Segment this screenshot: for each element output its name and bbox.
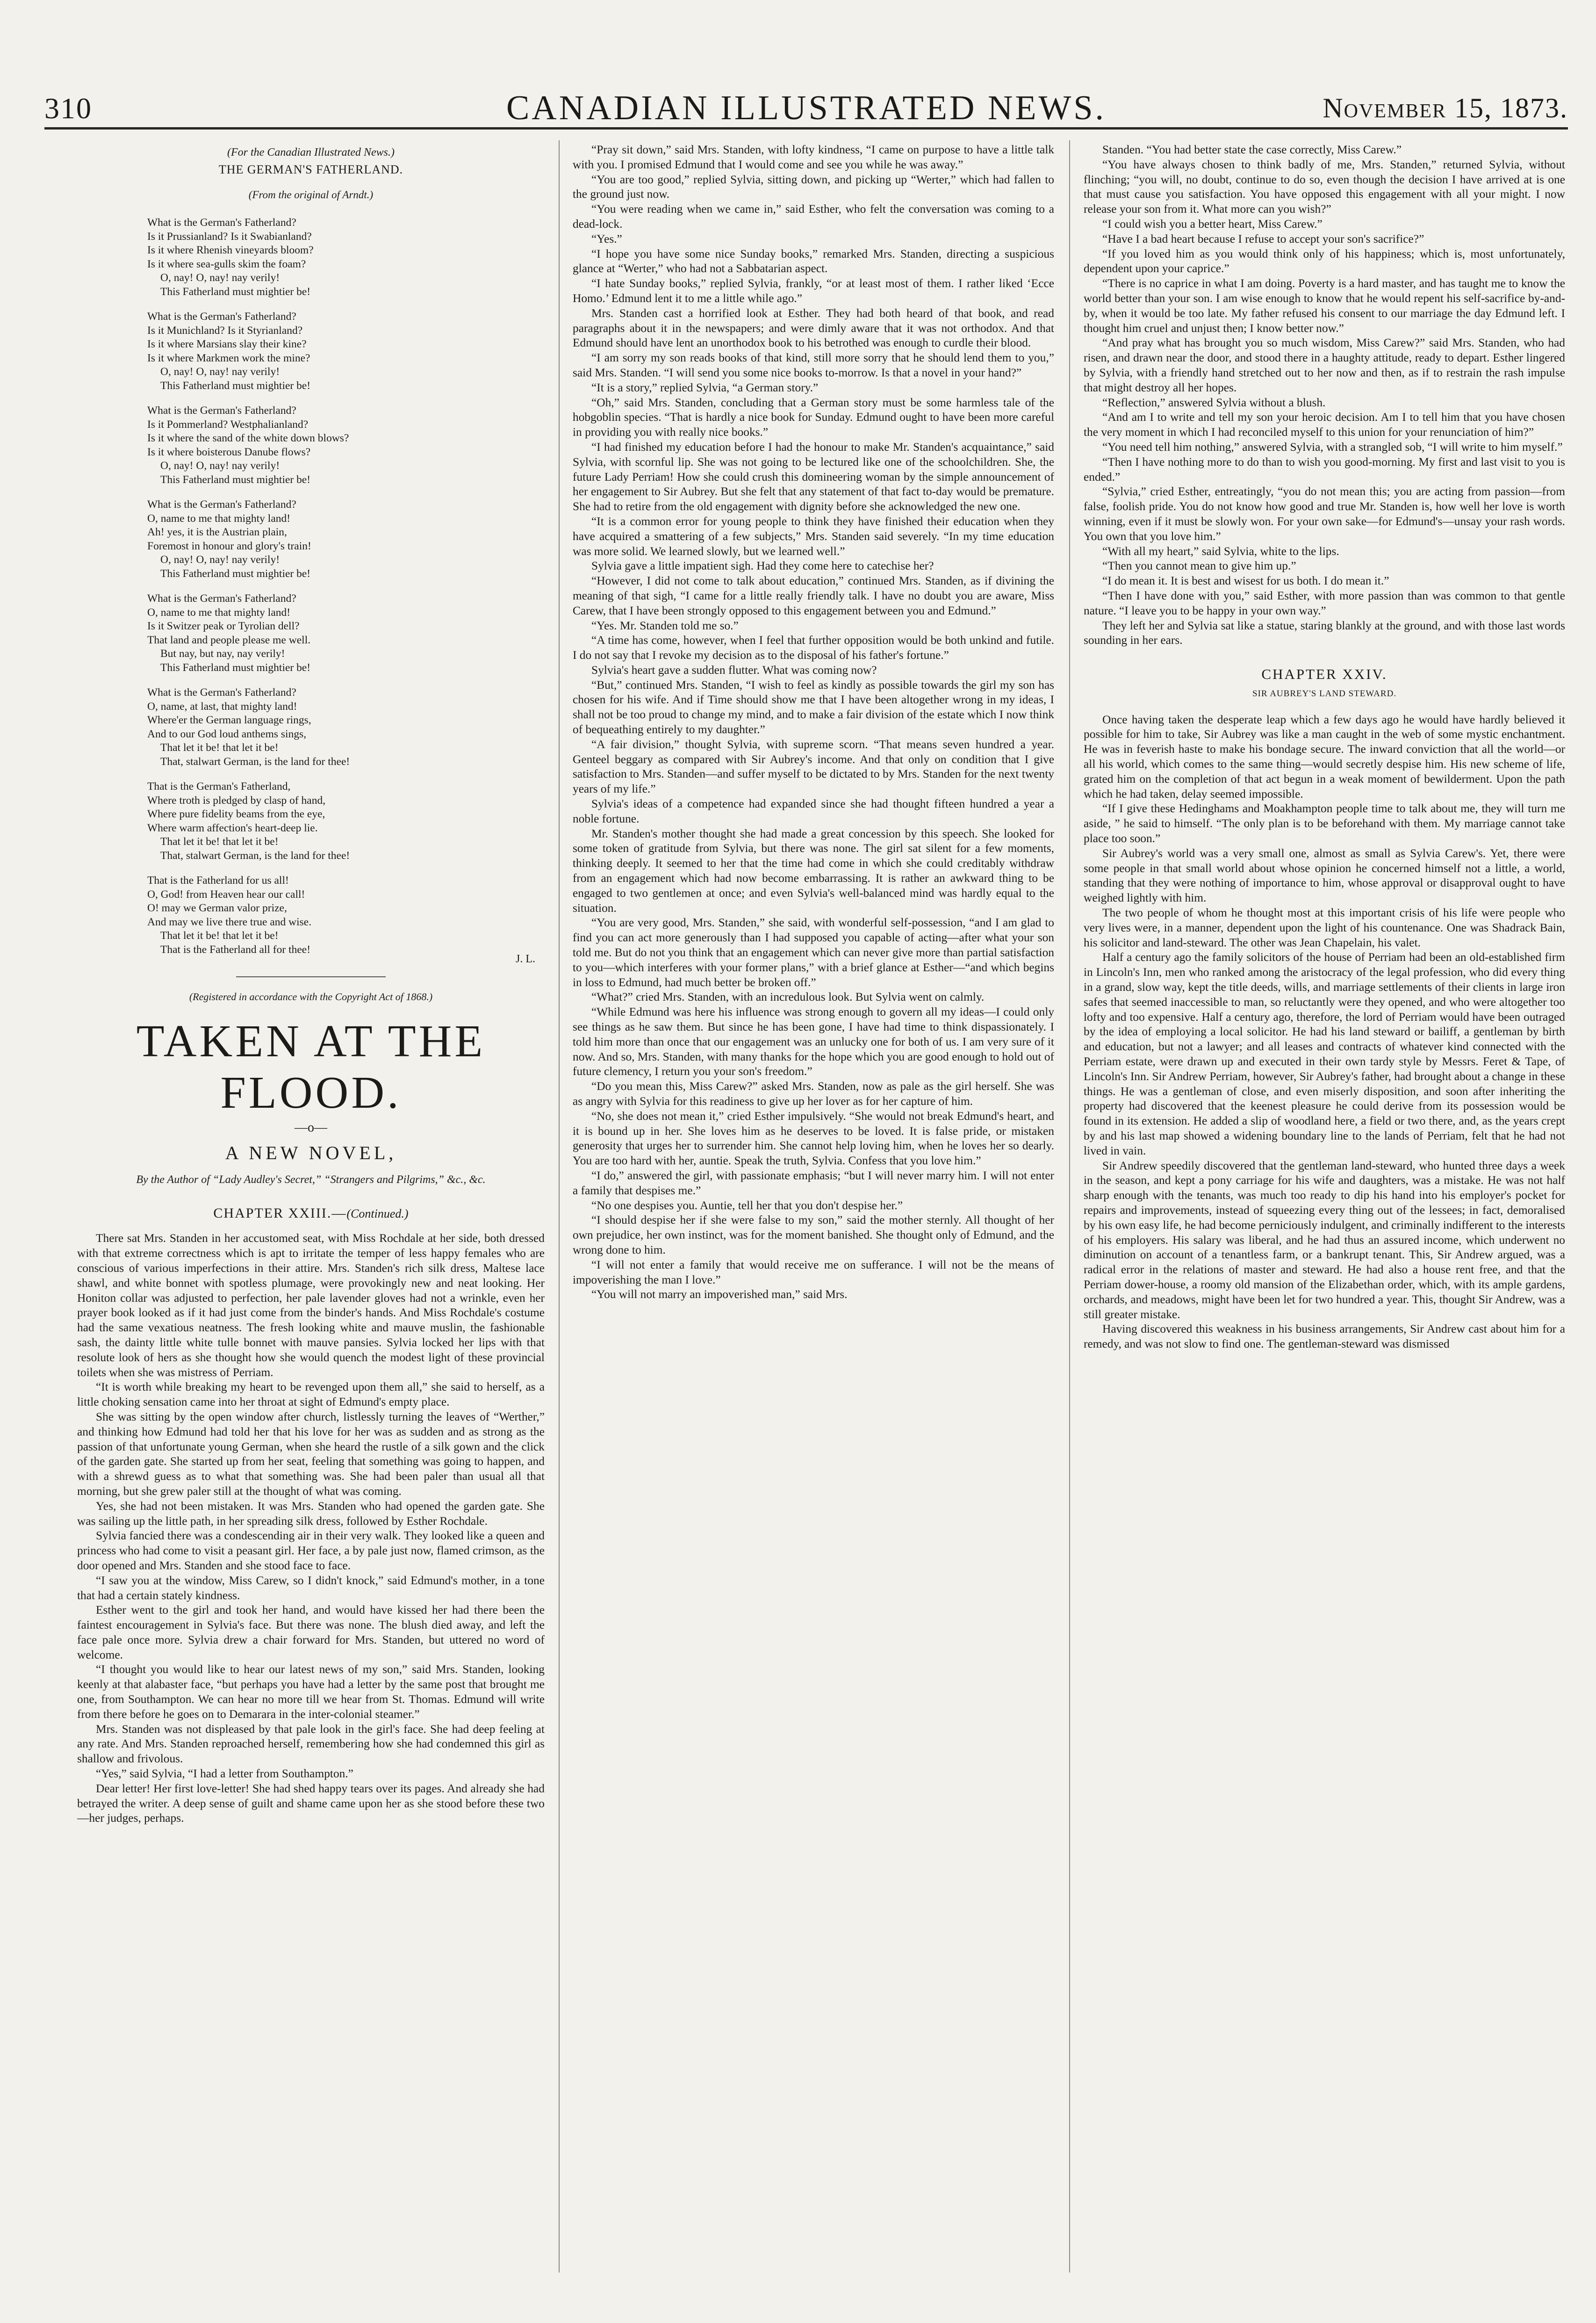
story-subtitle: A NEW NOVEL, [225, 1142, 397, 1163]
paragraph: “And am I to write and tell my son your heroic decision. Am I to tell him that you have chosen the very moment in which I had reconciled myself to this union for your renunciation of him?” [1084, 411, 1565, 439]
chapter-24-subtitle: SIR AUBREY'S LAND STEWARD. [1252, 688, 1397, 699]
story-byline: By the Author of “Lady Audley's Secret,” “Strangers and Pilgrims,” &c., &c. [136, 1173, 486, 1186]
paragraph: “You were reading when we came in,” said Esther, who felt the conversation was coming to a dead-lock. [573, 202, 1054, 231]
paragraph: Mrs. Standen was not displeased by that pale look in the girl's face. She had deep feeling at any rate. And Mrs. Standen reproached herself, remembering how she had condemned this girl as shallow and frivolous. [77, 1722, 545, 1766]
paragraph: “I do,” answered the girl, with passionate emphasis; “but I will never marry him. I will not enter a family that despises me.” [573, 1169, 1054, 1197]
paragraph: Sir Aubrey's world was a very small one, almost as small as Sylvia Carew's. Yet, there were some people in that small world about whose opinion he concerned himself not a little, a world, standing that they were nothing of importance to him, whose approval or disapproval ought to have weighed lightly with him. [1084, 846, 1565, 905]
poem-line: This Fatherland must mightier be! [160, 567, 311, 580]
poem-stanza [147, 686, 545, 769]
paragraph: Mrs. Standen cast a horrified look at Esther. They had both heard of that book, and read paragraphs about it in the newspapers; and were dimly aware that it was not orthodox. And that Edmund should have lent an unorthodox book to his betrothed was enough to curdle their blood. [573, 306, 1054, 350]
paragraph: Sylvia fancied there was a condescending air in their very walk. They looked like a queen and princess who had come to visit a peasant girl. Her face, a by pale just now, flamed crimson, as the door opened and Mrs. Standen and she stood face to face. [77, 1529, 545, 1572]
poem-stanza [147, 310, 545, 393]
paragraph: “While Edmund was here his influence was strong enough to govern all my ideas—I could only see things as he saw them. But since he has been gone, I have had time to think dispassionately. I told him more than once that our engagement was an unlucky one for both of us. I am very sure of it now. And so, Mrs. Standen, with many thanks for the hope which you are good enough to hold out of future clemency, I return you your son's freedom.” [573, 1005, 1054, 1078]
poem-line: Is it where the sand of the white down blows? [147, 432, 349, 445]
paragraph: “You will not marry an impoverished man,” said Mrs. [591, 1288, 848, 1301]
column-rule [559, 140, 560, 2272]
paragraph: Dear letter! Her first love-letter! She had shed happy tears over its pages. And already she had betrayed the writer. A deep sense of guilt and shame came upon her as she stood before these two—her judges, perhaps. [77, 1782, 545, 1825]
poem-line: O, nay! O, nay! nay verily! [160, 272, 280, 284]
column-rule [1069, 140, 1070, 2272]
poem-line: Where troth is pledged by clasp of hand, [147, 794, 326, 807]
poem-line: That let it be! that let it be! [160, 836, 279, 848]
column-1-text [77, 1231, 545, 1826]
poem-line: That, stalwart German, is the land for thee! [160, 755, 350, 768]
paragraph: “You are too good,” replied Sylvia, sitting down, and picking up “Werter,” which had fallen to the ground just now. [573, 173, 1054, 201]
poem-line: O, name to me that mighty land! [147, 512, 291, 525]
poem-stanza [147, 498, 545, 581]
paragraph: “I thought you would like to hear our latest news of my son,” said Mrs. Standen, looking keenly at that alabaster face, “but perhaps you have had a letter by the same post that brought me one, from Southampton. We can hear no more till we hear from St. Thomas. Edmund will write from there before he goes on to Demarara in the inter-colonial steamer.” [77, 1663, 545, 1721]
paragraph: “If you loved him as you would think only of his happiness; which is, most unfortunately, dependent upon your caprice.” [1084, 247, 1565, 275]
paragraph: Mr. Standen's mother thought she had made a great concession by this speech. She looked for some token of gratitude from Sylvia, but there was none. The girl sat silent for a few moments, thinking deeply. It seemed to her that the time had come in which she could creditably withdraw from an engagement which had now become embarrassing. It is rather an awkward thing to be engaged to two gentlemen at once; and even Sylvia's well-balanced mind was hardly equal to the situation. [573, 827, 1054, 915]
column-2-text [573, 143, 1054, 1302]
paragraph: “Have I a bad heart because I refuse to accept your son's sacrifice?” [1102, 232, 1424, 245]
poem-line: Foremost in honour and glory's train! [147, 540, 311, 552]
paragraph: Sylvia's ideas of a competence had expanded since she had thought fifteen hundred a year a noble fortune. [573, 797, 1054, 825]
poem-line: That let it be! that let it be! [160, 930, 279, 942]
poem-stanzas [77, 216, 545, 957]
paragraph: Having discovered this weakness in his business arrangements, Sir Andrew cast about him for a remedy, and was not slow to find one. The gentleman-steward was dismissed [1084, 1322, 1565, 1351]
paragraph: “Then I have nothing more to do than to wish you good-morning. My first and last visit to you is ended.” [1084, 455, 1565, 483]
paragraph: “Oh,” said Mrs. Standen, concluding that a German story must be some harmless tale of the hobgoblin species. “That is hardly a nice book for Sunday. Edmund ought to have been more careful in providing you with really nice books.” [573, 396, 1054, 439]
poem-line: This Fatherland must mightier be! [160, 473, 311, 486]
poem-note: (For the Canadian Illustrated News.) [227, 146, 395, 159]
poem-line: Where'er the German language rings, [147, 714, 311, 727]
paragraph: “I should despise her if she were false to my son,” said the mother sternly. All thought of her own prejudice, her own instinct, was for the moment banished. She thought only of Edmund, and the wrong done to him. [573, 1213, 1054, 1256]
paragraph: “I had finished my education before I had the honour to make Mr. Standen's acquaintance,” said Sylvia, with scornful lip. She was not going to be lectured like one of the schoolchildren. She, the future Lady Perriam! How she could crush this domineering woman by the simple announcement of her engagement to Sir Aubrey. But she felt that any statement of that fact to-day would be premature. She had to retire from the old engagement with dignity before she acknowledged the new one. [573, 440, 1054, 513]
paragraph: “If I give these Hedinghams and Moakhampton people time to talk about me, they will turn me aside, ” he said to himself. “The only plan is to be beforehand with them. My marriage cannot take place too soon.” [1084, 802, 1565, 845]
poem-line: Is it where boisterous Danube flows? [147, 446, 311, 458]
poem-line: What is the German's Fatherland? [147, 498, 296, 511]
paragraph: “I hope you have some nice Sunday books,” remarked Mrs. Standen, directing a suspicious glance at “Werter,” who had not a Sabbatarian aspect. [573, 247, 1054, 275]
poem-stanza [147, 874, 545, 957]
header-rule [44, 127, 1568, 130]
poem-line: O, nay! O, nay! nay verily! [160, 366, 280, 378]
paragraph: The two people of whom he thought most at this important crisis of his life were people who very lives were, in a manner, dependent upon the light of his countenance. One was Shadrack Bain, his solicitor and land-steward. The other was Jean Chapelain, his valet. [1084, 906, 1565, 949]
paragraph: “I will not enter a family that would receive me on sufferance. I will not be the means of impoverishing the man I love.” [573, 1258, 1054, 1286]
paragraph: “Then I have done with you,” said Esther, with more passion than was common to that gentle nature. “I leave you to be happy in your own way.” [1084, 589, 1565, 617]
paragraph: “It is a common error for young people to think they have finished their education when they have acquired a smattering of a few subjects,” Mrs. Standen said severely. “In my time education was more solid. We learned slowly, but we learned well.” [573, 514, 1054, 558]
paragraph: “You need tell him nothing,” answered Sylvia, with a strangled sob, “I will write to him myself.” [1102, 440, 1563, 454]
paragraph: They left her and Sylvia sat like a statue, staring blankly at the ground, and with those last words sounding in her ears. [1084, 619, 1565, 647]
poem-source: (From the original of Arndt.) [248, 188, 374, 201]
paragraph: “But,” continued Mrs. Standen, “I wish to feel as kindly as possible towards the girl my son has chosen for his wife. And if Time should show me that I have been altogether wrong in my ideas, I shall not be too proud to change my mind, and to make a fair division of the estate which I now think of bequeathing entirely to my daughter.” [573, 678, 1054, 736]
poem-line: That is the Fatherland for us all! [147, 874, 289, 887]
poem-line: O, nay! O, nay! nay verily! [160, 460, 280, 472]
poem-line: Is it Prussianland? Is it Swabianland? [147, 230, 312, 243]
chapter-24-heading: CHAPTER XXIV. [1261, 666, 1388, 683]
poem-line: Is it Switzer peak or Tyrolian dell? [147, 620, 300, 633]
poem-line: What is the German's Fatherland? [147, 310, 296, 323]
poem-line: And to our God loud anthems sings, [147, 728, 307, 740]
chapter-number: CHAPTER XXIII.— [213, 1205, 347, 1221]
poem-line: This Fatherland must mightier be! [160, 379, 311, 392]
column-1 [77, 143, 545, 2284]
paragraph: “Yes.” [591, 232, 622, 245]
paragraph: “I do mean it. It is best and wisest for us both. I do mean it.” [1102, 574, 1389, 588]
paragraph: “Reflection,” answered Sylvia without a blush. [1102, 396, 1326, 409]
paragraph: Sylvia's heart gave a sudden flutter. What was coming now? [591, 663, 877, 677]
ornament: —o— [295, 1120, 327, 1135]
poem-line: Is it Munichland? Is it Styrianland? [147, 324, 303, 337]
poem-line: Is it where Rhenish vineyards bloom? [147, 244, 314, 257]
chapter-continued: (Continued.) [346, 1206, 409, 1220]
paragraph: “No, she does not mean it,” cried Esther impulsively. “She would not break Edmund's heart, and it is bound up in her. She loves him as he deserves to be loved. It is false pride, or mistaken generosity that urges her to surrender him. She cannot help loving him, when he loves her so dearly. You are too hard with her, auntie. Speak the truth, Sylvia. Confess that you love him.” [573, 1109, 1054, 1168]
poem-line: And may we live there true and wise. [147, 916, 312, 928]
poem-line: O, God! from Heaven hear our call! [147, 888, 305, 901]
paragraph: “No one despises you. Auntie, tell her that you don't despise her.” [591, 1198, 903, 1212]
paragraph: “It is worth while breaking my heart to be revenged upon them all,” she said to herself, as a little choking sensation came into her throat at sight of Edmund's empty place. [77, 1380, 545, 1409]
paragraph: Standen. “You had better state the case correctly, Miss Carew.” [1102, 143, 1402, 156]
paragraph: “With all my heart,” said Sylvia, white to the lips. [1102, 544, 1339, 558]
paragraph: Sylvia gave a little impatient sigh. Had they come here to catechise her? [591, 559, 934, 573]
column-3 [1084, 143, 1565, 2284]
paragraph: “Then you cannot mean to give him up.” [1102, 559, 1296, 573]
page-number: 310 [44, 92, 92, 125]
column-3-text [1084, 143, 1565, 648]
issue-date: November 15, 1873. [1323, 93, 1568, 123]
poem-line: Where warm affection's heart-deep lie. [147, 822, 318, 834]
divider [236, 976, 386, 977]
poem-line: What is the German's Fatherland? [147, 216, 296, 229]
poem-line: That, stalwart German, is the land for thee! [160, 849, 350, 862]
poem-line: Is it where Markmen work the mine? [147, 352, 310, 364]
poem-line: O, nay! O, nay! nay verily! [160, 554, 280, 566]
poem-stanza [147, 404, 545, 487]
poem-title: THE GERMAN'S FATHERLAND. [218, 162, 403, 176]
paragraph: There sat Mrs. Standen in her accustomed seat, with Miss Rochdale at her side, both dressed with that extreme correctness which is apt to irritate the temper of less happy females who are conscious of various imperfections in their attire. Mrs. Standen's rich silk dress, Maltese lace shawl, and white bonnet with spotless plumage, were provokingly new and neat looking. Her Honiton collar was adjusted to perfection, her pale lavender gloves had not a wrinkle, even her prayer book looked as if it had just come from the binder's hands. And Miss Rochdale's costume had the same vexatious neatness. The fresh looking white and mauve muslin, the fashionable sash, the dainty little white tulle bonnet with mauve pansies. Sylvia locked her lips with that resolute look of hers as she thought how she would quench the modest light of these provincial toilets when she was mistress of Perriam. [77, 1232, 545, 1379]
poem-line: Where pure fidelity beams from the eye, [147, 808, 325, 821]
paragraph: “You have always chosen to think badly of me, Mrs. Standen,” returned Sylvia, without flinching; “you will, no doubt, continue to do so, even though the decision I have arrived at is one that must cause you satisfaction. You have opposed this engagement with all your might. I now release your son from it. What more can you wish?” [1084, 158, 1565, 216]
paragraph: “A fair division,” thought Sylvia, with supreme scorn. “That means seven hundred a year. Genteel beggary as compared with Sir Aubrey's income. And that only on condition that I give satisfaction to Mrs. Standen—and suffer myself to be dictated to by Mrs. Standen for the next twenty years of my life.” [573, 737, 1054, 796]
poem-line: That is the Fatherland all for thee! [160, 943, 311, 956]
masthead [44, 82, 1568, 133]
poem-line: That land and people please me well. [147, 634, 311, 646]
paragraph: “However, I did not come to talk about education,” continued Mrs. Standen, as if divining the meaning of that sigh, “I came for a little really friendly talk. I have no doubt you are aware, Miss Carew, that I have been strongly opposed to this engagement between you and Edmund.” [573, 574, 1054, 617]
poem-line: What is the German's Fatherland? [147, 404, 296, 417]
poem-stanza [147, 592, 545, 675]
paragraph: “It is a story,” replied Sylvia, “a German story.” [591, 381, 819, 394]
poem-stanza [147, 216, 545, 299]
paragraph: Sir Andrew speedily discovered that the gentleman land-steward, who hunted three days a week in the season, and kept a pony carriage for his wife and daughters, was a mistake. He was not half sharp enough with the tenants, was much too ready to dip his hand into his employer's pocket for repairs and improvements, instead of squeezing every thing out of the lessees; in fact, demoralised by his own easy life, he had become perniciously indulgent, and criminally indifferent to the interests of his employers. His salary was liberal, and he had thus an assured income, which underwent no diminution on account of a tenantless farm, or a bankrupt tenant. This, Sir Andrew argued, was a radical error in the relations of master and steward. He had also a house rent free, and that the Perriam dower-house, a roomy old mansion of the Elizabethan order, which, with its ample gardens, orchards, and meadows, might have been let for two hundred a year. This, thought Sir Andrew, was a still greater mistake. [1084, 1159, 1565, 1321]
poem-line: Is it Pommerland? Westphalianland? [147, 418, 309, 431]
paragraph: Once having taken the desperate leap which a few days ago he would have hardly believed it possible for him to take, Sir Aubrey was like a man caught in the web of some mystic enchantment. He was in feverish haste to make his bondage secure. The inward conviction that all the world—or all his world, which comes to the same thing—would secretly despise him. His new scheme of life, grated him on the completion of that act begun in a weak moment of bewilderment. Upon the path which he had taken, delay seemed impossible. [1084, 713, 1565, 801]
poem-signature: J. L. [516, 953, 535, 966]
poem-line: What is the German's Fatherland? [147, 592, 296, 605]
poem-stanza [147, 780, 545, 863]
paragraph: “A time has come, however, when I feel that further opposition would be both unkind and futile. I do not say that I revoke my decision as to the disposal of his father's fortune.” [573, 634, 1054, 662]
paragraph: “I hate Sunday books,” replied Sylvia, frankly, “or at least most of them. I rather liked ‘Ecce Homo.’ Edmund lent it to me a little while ago.” [573, 277, 1054, 305]
paragraph: “Yes,” said Sylvia, “I had a letter from Southampton.” [96, 1767, 353, 1781]
poem-line: What is the German's Fatherland? [147, 686, 296, 699]
poem-line: This Fatherland must mightier be! [160, 285, 311, 298]
paragraph: “What?” cried Mrs. Standen, with an incredulous look. But Sylvia went on calmly. [591, 990, 985, 1004]
paragraph: “Pray sit down,” said Mrs. Standen, with lofty kindness, “I came on purpose to have a little talk with you. I promised Edmund that I would come and see you while he was away.” [573, 143, 1054, 171]
paragraph: “I saw you at the window, Miss Carew, so I didn't knock,” said Edmund's mother, in a tone that had a certain stately kindness. [77, 1573, 545, 1602]
paragraph: “There is no caprice in what I am doing. Poverty is a hard master, and has taught me to know the world better than your son. I am wise enough to know that he would repent his self-sacrifice by-and-by, when it would be too late. My father refused his consent to our marriage the day Edmund left. I thought him cruel and unjust then; I know better now.” [1084, 277, 1565, 335]
poem-line: O, name to me that mighty land! [147, 606, 291, 619]
chapter-heading [77, 1206, 545, 1221]
paragraph: “Sylvia,” cried Esther, entreatingly, “you do not mean this; you are acting from passion—from false, foolish pride. You do not know how good and true Mr. Standen is, how well her love is worth winning, even if it must be slowly won. For your own sake—for Edmund's—unsay your rash words. You own that you love him.” [1084, 485, 1565, 543]
copyright-note: (Registered in accordance with the Copyright Act of 1868.) [189, 991, 433, 1003]
paragraph: She was sitting by the open window after church, listlessly turning the leaves of “Werther,” and thinking how Edmund had told her that his love for her was as sudden and as strong as the passion of that unfortunate young German, when she heard the rustle of a silk gown and the click of the garden gate. She started up from her seat, feeling that something was going to happen, and with a shrewd guess as to what that something was. She had been paler than usual all that morning, but she grew paler still at the thought of what was coming. [77, 1410, 545, 1498]
paragraph: “You are very good, Mrs. Standen,” she said, with wonderful self-possession, “and I am glad to find you can act more generously than I had supposed you capable of acting—after what your son told me. But do not you think that an engagement which can never give more than partial satisfaction to you—which interferes with your former plans,” with a brief glance at Esther—“and which begins in loss to Edmund, had much better be broken off.” [573, 916, 1054, 989]
poem-line: Ah! yes, it is the Austrian plain, [147, 526, 287, 539]
column-2 [573, 143, 1054, 2284]
paragraph: “I am sorry my son reads books of that kind, still more sorry that he should lend them to you,” said Mrs. Standen. “I will send you some nice books to-morrow. Is that a novel in your hand?” [573, 351, 1054, 379]
story-title: TAKEN AT THE FLOOD. [136, 1016, 486, 1118]
paragraph: Half a century ago the family solicitors of the house of Perriam had been an old-established firm in Lincoln's Inn, men who ranked among the aristocracy of the legal profession, who did every thing in a grand, slow way, kept the title deeds, wills, and marriage settlements of their clients in large iron safes that seemed inaccessible to man, so reluctantly were they opened, and who were altogether too lofty and too expensive. Half a century ago, therefore, the lord of Perriam would have been outraged by the idea of employing a local solicitor. He had his land steward or bailiff, a gentleman by birth and education, but not a lawyer; and all leases and contracts of whatever kind connected with the Perriam estate, were drawn up and executed in their own tardy style by Messrs. Feret & Tape, of Lincoln's Inn. Sir Andrew Perriam, however, Sir Aubrey's father, had brought about a change in these things. He was a gentleman of close, and even miserly disposition, and soon after inheriting the property had discovered that the keenest pleasure he could derive from its possession would be found in its extension. He added a slip of woodland here, a field or two there, and, as the years crept by and his last map showed a widening boundary line to the lands of Perriam, felt that he had not lived in vain. [1084, 951, 1565, 1157]
column-3-text-b [1084, 713, 1565, 1352]
poem-line: That is the German's Fatherland, [147, 780, 291, 793]
newspaper-title: CANADIAN ILLUSTRATED NEWS. [506, 89, 1107, 127]
paragraph: “Do you mean this, Miss Carew?” asked Mrs. Standen, now as pale as the girl herself. She was as angry with Sylvia for this readiness to give up her lover as for her capture of him. [573, 1080, 1054, 1108]
paragraph: “And pray what has brought you so much wisdom, Miss Carew?” said Mrs. Standen, who had risen, and drawn near the door, and stood there in a haughty attitude, ready to depart. Esther lingered by Sylvia, with a friendly hand stretched out to her now and then, as if to restrain the rash impulse that might destroy all her hopes. [1084, 336, 1565, 394]
paragraph: “Yes. Mr. Standen told me so.” [591, 619, 739, 632]
paragraph: Esther went to the girl and took her hand, and would have kissed her had there been the faintest encouragement in Sylvia's face. But there was none. The blush died away, and left the face pale once more. Sylvia drew a chair forward for Mrs. Standen, but uttered no word of welcome. [77, 1603, 545, 1661]
poem-line: But nay, but nay, nay verily! [160, 648, 285, 660]
paragraph: Yes, she had not been mistaken. It was Mrs. Standen who had opened the garden gate. She was sailing up the little path, in her spreading silk dress, followed by Esther Rochdale. [77, 1499, 545, 1528]
poem-line: Is it where Marsians slay their kine? [147, 338, 307, 351]
poem-line: This Fatherland must mightier be! [160, 661, 311, 674]
paragraph: “I could wish you a better heart, Miss Carew.” [1102, 217, 1323, 231]
poem-line: O! may we German valor prize, [147, 902, 287, 915]
poem-line: Is it where sea-gulls skim the foam? [147, 258, 306, 270]
poem-line: O, name, at last, that mighty land! [147, 700, 297, 713]
poem-line: That let it be! that let it be! [160, 742, 279, 754]
